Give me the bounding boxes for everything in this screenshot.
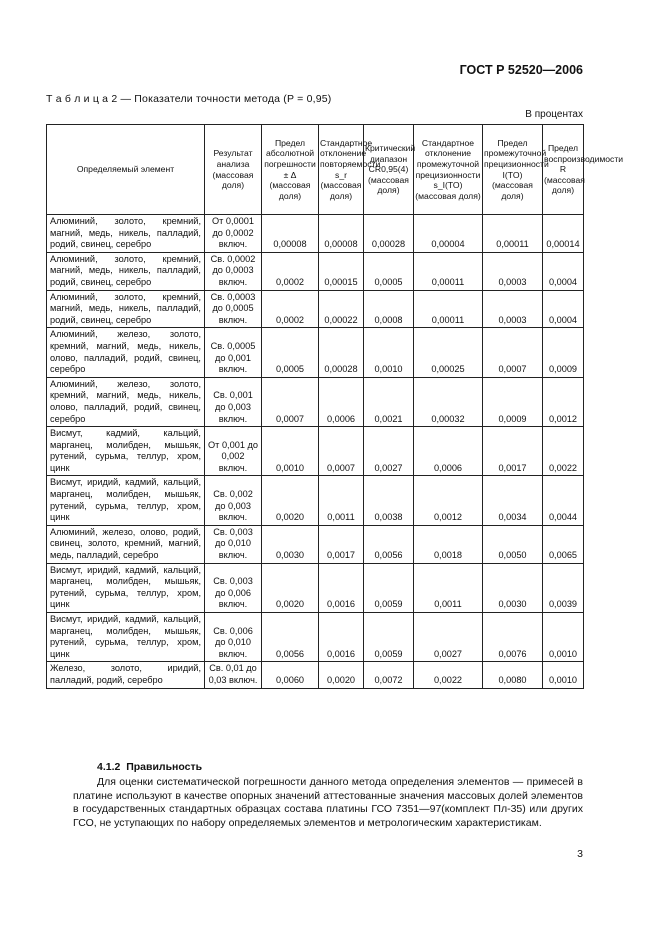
cell-element: Алюминий, железо, олово, родий, свинец, золото, кремний, магний, медь, палладий, серебро bbox=[47, 525, 205, 563]
cell-repeatability: 0,0006 bbox=[319, 377, 364, 426]
cell-range: Св. 0,003 до 0,010 включ. bbox=[205, 525, 262, 563]
cell-element: Висмут, иридий, кадмий, кальций, марганец, молибден, мышьяк, рутений, сурьма, теллур, хром, цинк bbox=[47, 613, 205, 662]
cell-reproducibility: 0,0022 bbox=[543, 427, 584, 476]
table-row bbox=[47, 328, 584, 377]
cell-reproducibility: 0,0039 bbox=[543, 563, 584, 612]
cell-range: Св. 0,002 до 0,003 включ. bbox=[205, 476, 262, 525]
cell-intermediate-limit: 0,0080 bbox=[483, 662, 543, 688]
cell-critical-range: 0,0027 bbox=[364, 427, 414, 476]
cell-element: Алюминий, железо, золото, кремний, магний, медь, никель, олово, палладий, родий, свинец, серебро bbox=[47, 377, 205, 426]
cell-critical-range: 0,0059 bbox=[364, 613, 414, 662]
cell-abs-error: 0,0007 bbox=[262, 377, 319, 426]
page-number: 3 bbox=[577, 848, 583, 860]
accuracy-table bbox=[46, 124, 624, 689]
cell-element: Алюминий, золото, кремний, магний, медь, никель, палладий, родий, свинец, серебро bbox=[47, 290, 205, 328]
cell-intermediate-limit: 0,0076 bbox=[483, 613, 543, 662]
cell-reproducibility: 0,0065 bbox=[543, 525, 584, 563]
cell-repeatability: 0,00008 bbox=[319, 215, 364, 253]
cell-repeatability: 0,0007 bbox=[319, 427, 364, 476]
cell-abs-error: 0,0060 bbox=[262, 662, 319, 688]
table-body bbox=[47, 215, 584, 689]
cell-reproducibility: 0,0010 bbox=[543, 662, 584, 688]
standard-number: ГОСТ Р 52520—2006 bbox=[459, 63, 583, 77]
units-note: В процентах bbox=[525, 109, 583, 120]
cell-intermediate-limit: 0,0030 bbox=[483, 563, 543, 612]
cell-intermediate-sd: 0,00011 bbox=[414, 290, 483, 328]
cell-intermediate-limit: 0,0009 bbox=[483, 377, 543, 426]
cell-intermediate-limit: 0,0007 bbox=[483, 328, 543, 377]
cell-reproducibility: 0,0009 bbox=[543, 328, 584, 377]
cell-intermediate-sd: 0,0012 bbox=[414, 476, 483, 525]
cell-element: Висмут, кадмий, кальций, марганец, молибден, мышьяк, рутений, сурьма, теллур, хром, цинк bbox=[47, 427, 205, 476]
cell-intermediate-sd: 0,00025 bbox=[414, 328, 483, 377]
paragraph-text: Для оценки систематической погрешности данного метода определения элементов — примесей в платине используют в качестве опорных значений аттестованные значения массовых долей элементов в государственных стандартных образцах состава платины ГСО 7351—97(комплект Пл-35) или других ГСО, не уступающих по набору определяемых элементов и метрологическим характеристикам. bbox=[73, 776, 583, 829]
table-row bbox=[47, 476, 584, 525]
cell-range: Св. 0,006 до 0,010 включ. bbox=[205, 613, 262, 662]
col-header-element: Определяемый элемент bbox=[47, 125, 205, 215]
cell-reproducibility: 0,0010 bbox=[543, 613, 584, 662]
cell-reproducibility: 0,0004 bbox=[543, 252, 584, 290]
cell-element: Висмут, иридий, кадмий, кальций, марганец, молибден, мышьяк, рутений, сурьма, теллур, хром, цинк bbox=[47, 476, 205, 525]
cell-critical-range: 0,0005 bbox=[364, 252, 414, 290]
cell-abs-error: 0,0056 bbox=[262, 613, 319, 662]
cell-abs-error: 0,0002 bbox=[262, 252, 319, 290]
cell-intermediate-limit: 0,0034 bbox=[483, 476, 543, 525]
col-header-critical-range: Критический диапазон CR0,95(4) (массовая доля) bbox=[364, 125, 414, 215]
cell-abs-error: 0,00008 bbox=[262, 215, 319, 253]
cell-critical-range: 0,0056 bbox=[364, 525, 414, 563]
cell-range: Св. 0,001 до 0,003 включ. bbox=[205, 377, 262, 426]
table-row bbox=[47, 290, 584, 328]
cell-intermediate-sd: 0,00011 bbox=[414, 252, 483, 290]
cell-reproducibility: 0,0012 bbox=[543, 377, 584, 426]
cell-abs-error: 0,0020 bbox=[262, 476, 319, 525]
col-header-reproducibility: Предел воспроизводимости R (массовая доля) bbox=[543, 125, 584, 215]
cell-element: Висмут, иридий, кадмий, кальций, марганец, молибден, мышьяк, рутений, сурьма, теллур, хром, цинк bbox=[47, 563, 205, 612]
cell-critical-range: 0,0021 bbox=[364, 377, 414, 426]
cell-repeatability: 0,00015 bbox=[319, 252, 364, 290]
cell-critical-range: 0,0038 bbox=[364, 476, 414, 525]
cell-element: Алюминий, золото, кремний, магний, медь, никель, палладий, родий, свинец, серебро bbox=[47, 252, 205, 290]
cell-abs-error: 0,0005 bbox=[262, 328, 319, 377]
cell-range: Св. 0,01 до 0,03 включ. bbox=[205, 662, 262, 688]
cell-range: Св. 0,0003 до 0,0005 включ. bbox=[205, 290, 262, 328]
table-row bbox=[47, 215, 584, 253]
cell-intermediate-sd: 0,00032 bbox=[414, 377, 483, 426]
cell-intermediate-sd: 0,0022 bbox=[414, 662, 483, 688]
cell-critical-range: 0,0072 bbox=[364, 662, 414, 688]
table-row bbox=[47, 525, 584, 563]
table-row bbox=[47, 613, 584, 662]
section-heading bbox=[97, 761, 202, 773]
table-caption: Т а б л и ц а 2 — Показатели точности метода (P = 0,95) bbox=[46, 93, 332, 105]
cell-repeatability: 0,0016 bbox=[319, 613, 364, 662]
col-header-repeatability: Стандартное отклонение повторяемости s_r (массовая доля) bbox=[319, 125, 364, 215]
cell-critical-range: 0,00028 bbox=[364, 215, 414, 253]
table-row bbox=[47, 377, 584, 426]
cell-element: Железо, золото, иридий, палладий, родий, серебро bbox=[47, 662, 205, 688]
cell-intermediate-limit: 0,0003 bbox=[483, 290, 543, 328]
cell-critical-range: 0,0008 bbox=[364, 290, 414, 328]
cell-intermediate-sd: 0,00004 bbox=[414, 215, 483, 253]
cell-range: От 0,001 до 0,002 включ. bbox=[205, 427, 262, 476]
cell-repeatability: 0,0011 bbox=[319, 476, 364, 525]
cell-range: Св. 0,0005 до 0,001 включ. bbox=[205, 328, 262, 377]
cell-abs-error: 0,0002 bbox=[262, 290, 319, 328]
col-header-intermediate-sd: Стандартное отклонение промежуточной прецизионности s_I(TO) (массовая доля) bbox=[414, 125, 483, 215]
cell-repeatability: 0,0020 bbox=[319, 662, 364, 688]
cell-intermediate-sd: 0,0006 bbox=[414, 427, 483, 476]
cell-repeatability: 0,00028 bbox=[319, 328, 364, 377]
cell-abs-error: 0,0020 bbox=[262, 563, 319, 612]
table-row bbox=[47, 563, 584, 612]
cell-reproducibility: 0,0044 bbox=[543, 476, 584, 525]
table-row bbox=[47, 427, 584, 476]
cell-intermediate-sd: 0,0011 bbox=[414, 563, 483, 612]
col-header-intermediate-limit: Предел промежуточной прецизионности I(TO) (массовая доля) bbox=[483, 125, 543, 215]
cell-intermediate-limit: 0,0003 bbox=[483, 252, 543, 290]
section-title: Правильность bbox=[126, 761, 203, 773]
cell-element: Алюминий, золото, кремний, магний, медь, никель, палладий, родий, свинец, серебро bbox=[47, 215, 205, 253]
cell-repeatability: 0,0016 bbox=[319, 563, 364, 612]
cell-intermediate-sd: 0,0027 bbox=[414, 613, 483, 662]
table-row bbox=[47, 662, 584, 688]
cell-intermediate-limit: 0,00011 bbox=[483, 215, 543, 253]
cell-reproducibility: 0,00014 bbox=[543, 215, 584, 253]
col-header-abs-error: Предел абсолютной погрешности ± Δ (массовая доля) bbox=[262, 125, 319, 215]
body-paragraph bbox=[73, 776, 583, 830]
cell-range: Св. 0,003 до 0,006 включ. bbox=[205, 563, 262, 612]
cell-critical-range: 0,0010 bbox=[364, 328, 414, 377]
cell-repeatability: 0,0017 bbox=[319, 525, 364, 563]
section-number: 4.1.2 bbox=[97, 761, 121, 773]
col-header-result: Результат анализа (массовая доля) bbox=[205, 125, 262, 215]
cell-reproducibility: 0,0004 bbox=[543, 290, 584, 328]
cell-element: Алюминий, железо, золото, кремний, магний, медь, никель, олово, палладий, родий, свинец, серебро bbox=[47, 328, 205, 377]
cell-repeatability: 0,00022 bbox=[319, 290, 364, 328]
cell-intermediate-limit: 0,0050 bbox=[483, 525, 543, 563]
cell-abs-error: 0,0010 bbox=[262, 427, 319, 476]
table-header-row bbox=[47, 125, 584, 215]
table-row bbox=[47, 252, 584, 290]
cell-intermediate-limit: 0,0017 bbox=[483, 427, 543, 476]
cell-intermediate-sd: 0,0018 bbox=[414, 525, 483, 563]
cell-range: От 0,0001 до 0,0002 включ. bbox=[205, 215, 262, 253]
cell-range: Св. 0,0002 до 0,0003 включ. bbox=[205, 252, 262, 290]
cell-critical-range: 0,0059 bbox=[364, 563, 414, 612]
cell-abs-error: 0,0030 bbox=[262, 525, 319, 563]
